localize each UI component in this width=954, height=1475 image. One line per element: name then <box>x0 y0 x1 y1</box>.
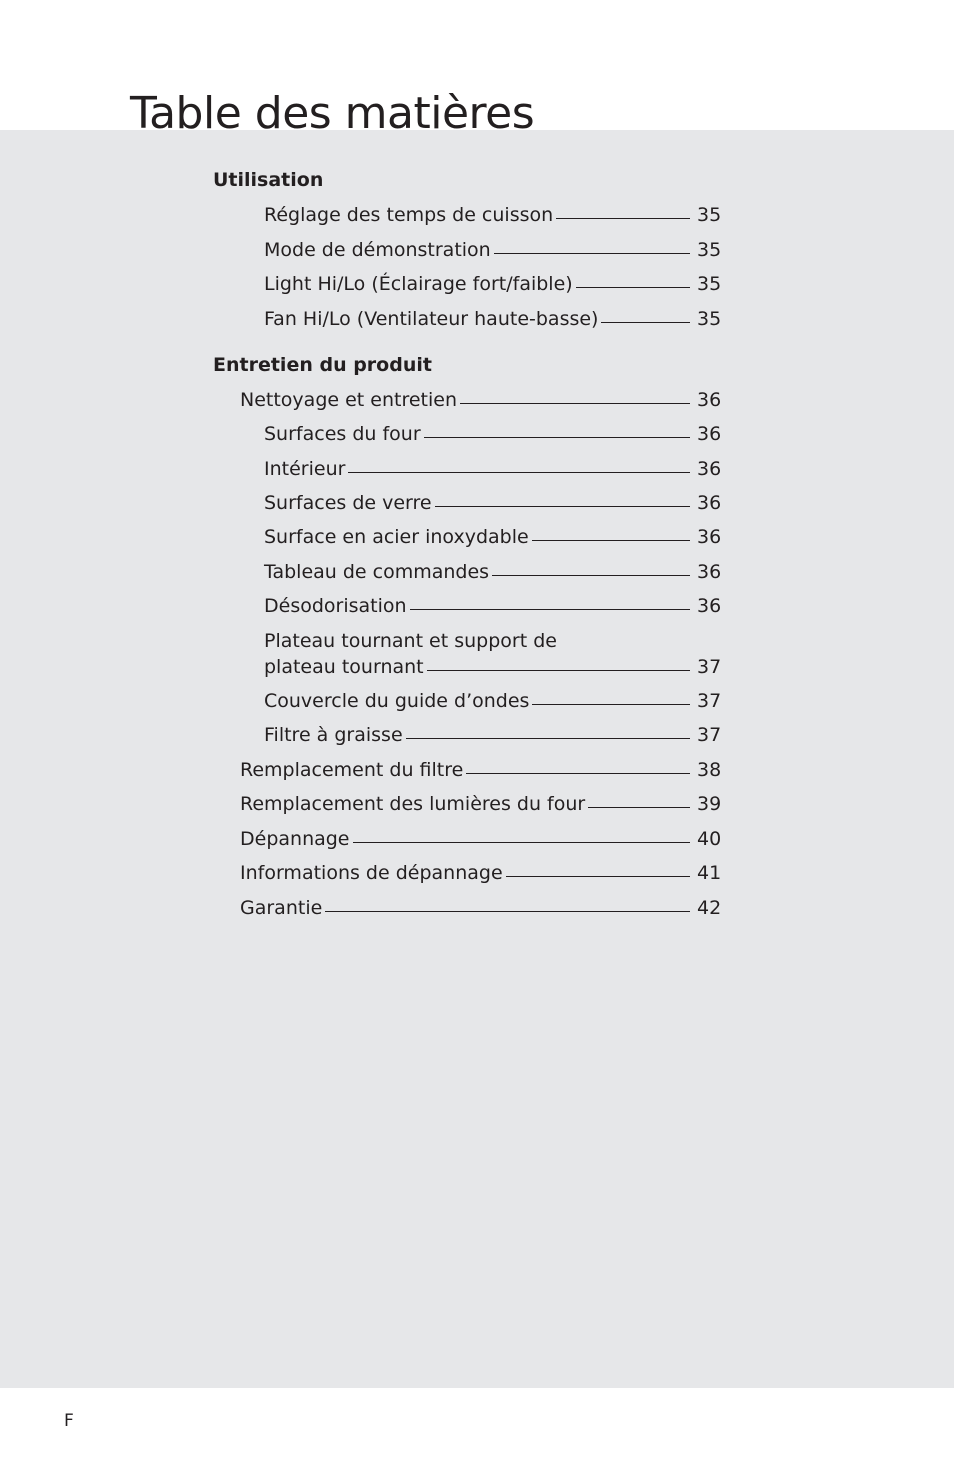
toc-entry-label: Fan Hi/Lo (Ventilateur haute-basse) <box>264 308 599 330</box>
toc-entry-page: 36 <box>697 561 722 583</box>
toc-entry-label: Remplacement du filtre <box>240 759 464 781</box>
toc-entry[interactable] <box>240 386 721 414</box>
dot-leader <box>460 403 690 404</box>
dot-leader <box>492 575 690 576</box>
dot-leader <box>427 670 690 671</box>
toc-entry-page: 36 <box>697 595 722 617</box>
toc-entry-label: Garantie <box>240 897 323 919</box>
toc-entry-page: 41 <box>697 862 722 884</box>
toc-entry-label: Remplacement des lumières du four <box>240 793 586 815</box>
dot-leader <box>325 911 690 912</box>
toc-entry[interactable] <box>264 628 721 680</box>
toc-entry-label: Désodorisation <box>264 595 407 617</box>
toc-entry-label: Surfaces du four <box>264 423 421 445</box>
toc-entry-page: 36 <box>697 389 722 411</box>
toc-entry[interactable] <box>264 489 721 517</box>
toc-entry[interactable] <box>264 687 721 715</box>
toc-entry-page: 35 <box>697 204 722 226</box>
dot-leader <box>576 287 690 288</box>
toc-entry[interactable] <box>264 558 721 586</box>
toc-entry-page: 37 <box>697 656 722 678</box>
toc-entry-page: 39 <box>697 793 722 815</box>
toc-entry[interactable] <box>264 592 721 620</box>
dot-leader <box>506 876 690 877</box>
toc-entry[interactable] <box>240 756 721 784</box>
dot-leader <box>353 842 690 843</box>
page-title: Table des matières <box>130 88 535 139</box>
toc-entry-label: Intérieur <box>264 458 346 480</box>
toc-entry[interactable] <box>264 201 721 229</box>
toc-entry-label: Nettoyage et entretien <box>240 389 458 411</box>
toc-entry-page: 35 <box>697 239 722 261</box>
toc-entry-label: Informations de dépannage <box>240 862 503 884</box>
toc-entry-label: Tableau de commandes <box>264 561 490 583</box>
toc-entry-page: 35 <box>697 273 722 295</box>
toc-entry-label: Filtre à graisse <box>264 724 403 746</box>
dot-leader <box>556 218 690 219</box>
dot-leader <box>494 253 690 254</box>
toc-entry-page: 36 <box>697 458 722 480</box>
toc-entry[interactable] <box>264 270 721 298</box>
dot-leader <box>466 773 690 774</box>
toc-entry-label: Surface en acier inoxydable <box>264 526 529 548</box>
toc-entry-page: 37 <box>697 690 722 712</box>
toc-entry[interactable] <box>240 859 721 887</box>
toc-entry-page: 42 <box>697 897 722 919</box>
dot-leader <box>588 807 690 808</box>
toc-entry-page: 36 <box>697 492 722 514</box>
toc-entry-page: 36 <box>697 423 722 445</box>
toc-entry-label-line2: plateau tournant <box>264 656 424 678</box>
section-heading-utilisation: Utilisation <box>213 169 324 191</box>
dot-leader <box>410 609 690 610</box>
toc-entry-label: Light Hi/Lo (Éclairage fort/faible) <box>264 273 573 295</box>
dot-leader <box>406 738 690 739</box>
toc-entry[interactable] <box>240 894 721 922</box>
toc-entry-page: 40 <box>697 828 722 850</box>
dot-leader <box>532 704 690 705</box>
toc-entry[interactable] <box>264 236 721 264</box>
toc-entry-page: 38 <box>697 759 722 781</box>
toc-entry[interactable] <box>264 420 721 448</box>
toc-entry-page: 36 <box>697 526 722 548</box>
toc-entry[interactable] <box>264 455 721 483</box>
toc-entry-page: 37 <box>697 724 722 746</box>
toc-entry[interactable] <box>240 790 721 818</box>
toc-entry-label-line1: Plateau tournant et support de <box>264 630 557 652</box>
toc-entry[interactable] <box>264 523 721 551</box>
toc-entry-label: Surfaces de verre <box>264 492 432 514</box>
dot-leader <box>424 437 690 438</box>
toc-entry-label: Dépannage <box>240 828 350 850</box>
language-letter: F <box>64 1411 74 1431</box>
toc-entry-page: 35 <box>697 308 722 330</box>
dot-leader <box>532 540 690 541</box>
toc-entry[interactable] <box>264 721 721 749</box>
dot-leader <box>435 506 690 507</box>
toc-entry[interactable] <box>240 825 721 853</box>
section-heading-entretien: Entretien du produit <box>213 354 432 376</box>
dot-leader <box>601 322 690 323</box>
toc-entry-label: Réglage des temps de cuisson <box>264 204 554 226</box>
toc-entry[interactable] <box>264 305 721 333</box>
dot-leader <box>348 472 690 473</box>
toc-entry-label: Mode de démonstration <box>264 239 491 261</box>
toc-entry-label: Couvercle du guide d’ondes <box>264 690 530 712</box>
